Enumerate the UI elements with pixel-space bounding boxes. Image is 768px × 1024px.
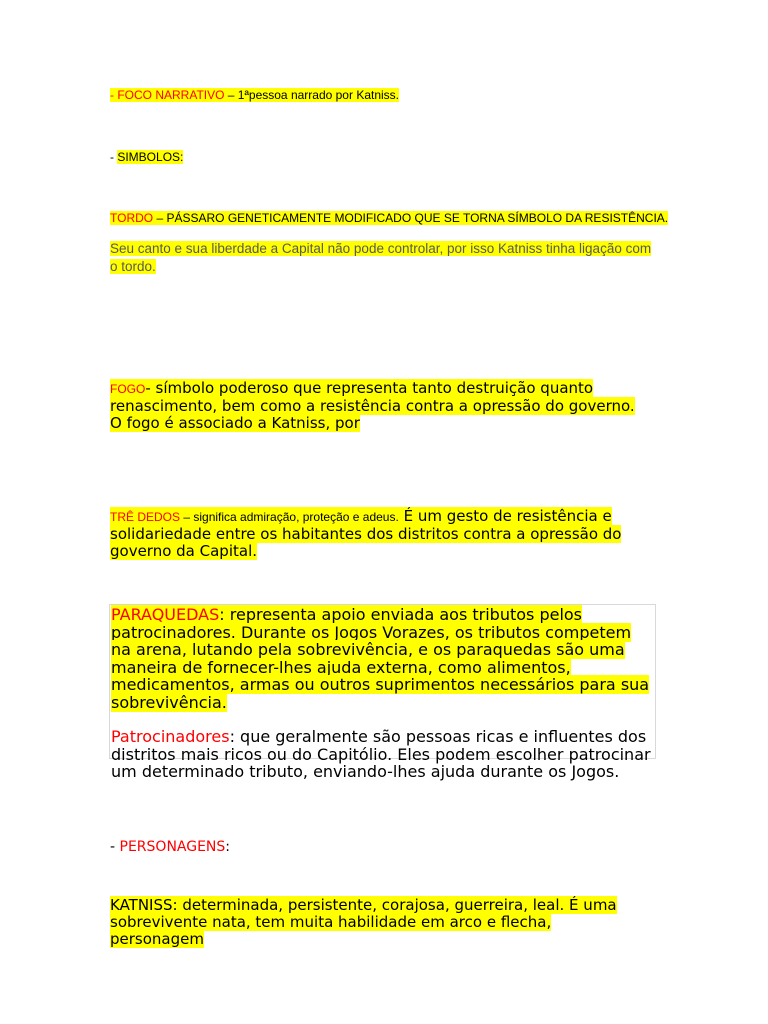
- tres-dedos-label: TRÊ DEDOS: [110, 510, 181, 524]
- patrocinadores-paragraph: [111, 728, 653, 781]
- fogo-label: FOGO: [110, 382, 146, 396]
- tres-dedos-paragraph: [110, 508, 660, 560]
- personagens-label: PERSONAGENS: [119, 839, 226, 855]
- paraquedas-paragraph: [111, 606, 653, 711]
- simbolos-heading: [110, 149, 662, 165]
- paraquedas-box: [109, 604, 656, 781]
- paraquedas-text: : representa apoio enviada aos tributos pelos patrocinadores. Durante os Jogos Vorazes, os tributos competem na arena, lutando pela sobrevivência, e os paraquedas são uma maneira de fornecer-lhes ajuda externa, como alimentos, medicamentos, armas ou outros suprimentos necessários para sua sobrevivência.: [111, 605, 650, 712]
- tordo-description: [110, 240, 655, 276]
- patrocinadores-text: : que geralmente são pessoas ricas e influentes dos distritos mais ricos ou do Capitólio. Eles podem escolher patrocinar um determinado tributo, enviando-lhes ajuda durante os Jogos.: [111, 727, 651, 781]
- tordo-heading: [110, 210, 670, 226]
- tordo-text: – PÁSSARO GENETICAMENTE MODIFICADO QUE SE TORNA SÍMBOLO DA RESISTÊNCIA.: [153, 211, 669, 225]
- simbolos-label: SIMBOLOS:: [117, 150, 184, 164]
- tres-dedos-text-small: – significa admiração, proteção e adeus.: [180, 510, 399, 524]
- personagens-colon: :: [225, 839, 231, 855]
- foco-narrativo-line: [110, 87, 662, 103]
- katniss-text: KATNISS: determinada, persistente, corajosa, guerreira, leal. É uma sobrevivente nata, tem muita habilidade em arco e flecha, personagem: [110, 896, 617, 948]
- fogo-paragraph: [110, 380, 635, 432]
- foco-narrativo-text: – 1ªpessoa narrado por Katniss.: [224, 88, 399, 102]
- foco-narrativo-label: - FOCO NARRATIVO: [110, 88, 225, 102]
- katniss-paragraph: [110, 897, 625, 948]
- personagens-heading: [110, 838, 662, 856]
- paraquedas-label: PARAQUEDAS: [111, 605, 220, 624]
- tordo-label: TORDO: [110, 211, 154, 225]
- simbolos-dash: -: [110, 150, 118, 164]
- fogo-text: - símbolo poderoso que representa tanto destruição quanto renascimento, bem como a resistência contra a opressão do governo. O fogo é associado a Katniss, por: [110, 379, 635, 432]
- tres-dedos-text: É um gesto de resistência e solidariedade entre os habitantes dos distritos contra a opressão do governo da Capital.: [110, 507, 622, 560]
- tordo-desc-text: Seu canto e sua liberdade a Capital não pode controlar, por isso Katniss tinha ligação com o tordo.: [110, 241, 652, 274]
- patrocinadores-label: Patrocinadores: [111, 727, 230, 746]
- personagens-dash: -: [110, 839, 120, 855]
